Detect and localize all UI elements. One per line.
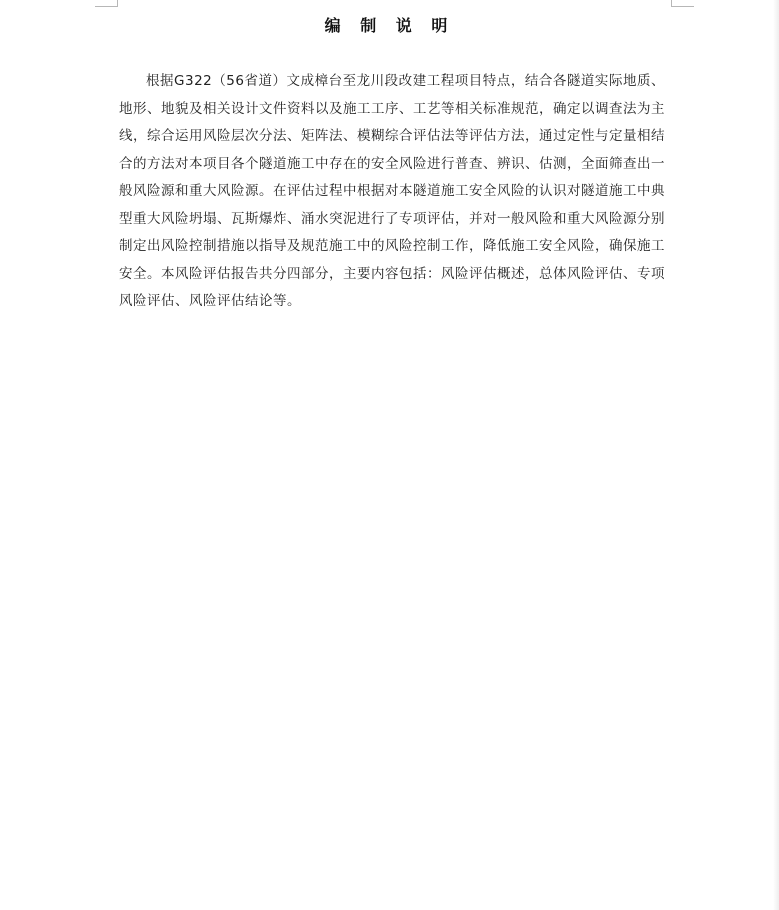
page-edge-shadow: [773, 0, 779, 910]
document-title: 编 制 说 明: [324, 16, 455, 35]
document-body-paragraph: 根据G322（56省道）文成樟台至龙川段改建工程项目特点，结合各隧道实际地质、地形、地貌及相关设计文件资料以及施工工序、工艺等相关标准规范，确定以调查法为主线，综合运用风险层次分法、矩阵法、模糊综合评估法等评估方法，通过定性与定量相结合的方法对本项目各个隧道施工中存在的安全风险进行普查、辨识、估测，全面筛查出一般风险源和重大风险源。在评估过程中根据对本隧道施工安全风险的认识对隧道施工中典型重大风险坍塌、瓦斯爆炸、涌水突泥进行了专项评估，并对一般风险和重大风险源分别制定出风险控制措施以指导及规范施工中的风险控制工作，降低施工安全风险，确保施工安全。本风险评估报告共分四部分，主要内容包括：风险评估概述，总体风险评估、专项风险评估、风险评估结论等。: [119, 73, 665, 309]
page-corner-mark-left: [95, 0, 118, 7]
page-corner-mark-right: [671, 0, 694, 7]
